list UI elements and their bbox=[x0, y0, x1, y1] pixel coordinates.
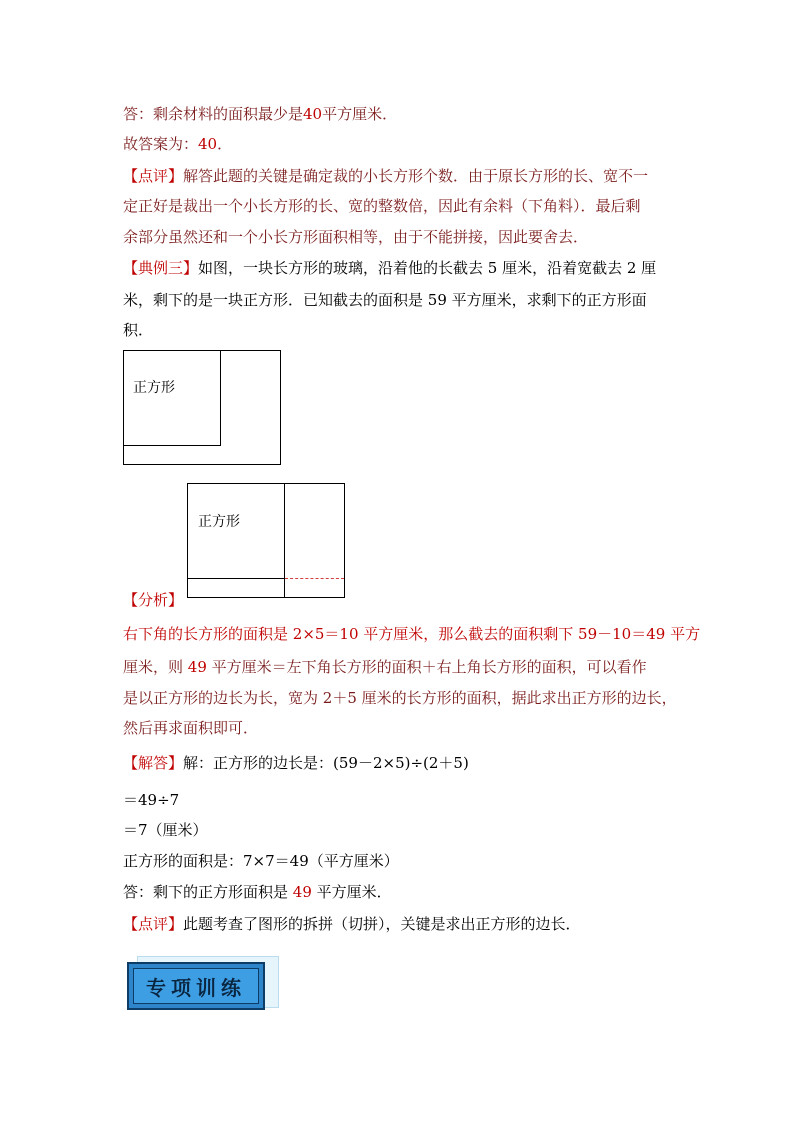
example-bracket: 【典例三】 bbox=[123, 259, 199, 277]
solution-answer-value: 49 bbox=[292, 883, 312, 901]
analysis-heading: 【分析】 bbox=[123, 591, 184, 609]
solution-answer bbox=[123, 882, 392, 902]
solution-answer-a: 答：剩下的正方形面积是 bbox=[123, 883, 293, 901]
summary-text: 故答案为： bbox=[123, 135, 199, 153]
solution-answer-c: 平方厘米． bbox=[311, 883, 392, 901]
comment-bracket: 【点评】 bbox=[123, 167, 184, 185]
comment-text: 解答此题的关键是确定裁的小长方形个数．由于原长方形的长、宽不一 bbox=[183, 167, 649, 185]
comment-line-1 bbox=[123, 166, 648, 186]
final-comment-bracket: 【点评】 bbox=[123, 915, 184, 933]
figure-1-rectangle bbox=[123, 350, 281, 465]
figure-1-square bbox=[123, 350, 221, 446]
analysis-line-2-a: 厘米，则 bbox=[123, 658, 188, 676]
solution-text: 解：正方形的边长是：(59－2×5)÷(2＋5) bbox=[183, 754, 469, 772]
figure-2-square-label: 正方形 bbox=[198, 514, 240, 530]
solution-line-1 bbox=[123, 753, 469, 773]
figure-2-horizontal-cut bbox=[187, 578, 285, 579]
analysis-line-2-c: 平方厘米＝左下角长方形的面积＋右上角长方形的面积，可以看作 bbox=[206, 658, 647, 676]
analysis-line-2 bbox=[123, 657, 647, 677]
section-banner bbox=[127, 956, 277, 1016]
example-text: 如图，一块长方形的玻璃，沿着他的长截去 5 厘米，沿着宽截去 2 厘 bbox=[198, 259, 657, 277]
figure-1-square-label: 正方形 bbox=[133, 380, 175, 396]
answer-line-1 bbox=[123, 104, 397, 124]
figure-2-vertical-cut bbox=[284, 483, 285, 598]
analysis-line-3: 是以正方形的边长为长，宽为 2＋5 厘米的长方形的面积，据此求出正方形的边长， bbox=[123, 689, 677, 707]
solution-line-3: ＝7（厘米） bbox=[123, 821, 208, 839]
summary-value: 40 bbox=[198, 135, 218, 153]
comment-line-2: 定正好是裁出一个小长方形的长、宽的整数倍，因此有余料（下角料）．最后剩 bbox=[123, 197, 641, 215]
analysis-line-2-value: 49 bbox=[187, 658, 207, 676]
solution-line-4: 正方形的面积是：7×7＝49（平方厘米） bbox=[123, 852, 399, 870]
analysis-line-4: 然后再求面积即可． bbox=[123, 719, 259, 737]
solution-line-2: ＝49÷7 bbox=[123, 791, 180, 809]
example-line-1 bbox=[123, 258, 656, 278]
comment-line-3: 余部分虽然还和一个小长方形面积相等，由于不能拼接，因此要舍去． bbox=[123, 228, 589, 246]
example-line-2: 米，剩下的是一块正方形．已知截去的面积是 59 平方厘米，求剩下的正方形面 bbox=[123, 291, 647, 309]
figure-2-rectangle bbox=[187, 483, 345, 598]
banner-front bbox=[127, 962, 265, 1010]
final-comment-text: 此题考查了图形的拆拼（切拼），关键是求出正方形的边长． bbox=[183, 915, 581, 933]
final-comment bbox=[123, 914, 581, 934]
answer-unit: 平方厘米． bbox=[322, 105, 398, 123]
answer-summary-line bbox=[123, 134, 232, 154]
example-line-3: 积． bbox=[123, 321, 154, 339]
analysis-line-1: 右下角的长方形的面积是 2×5＝10 平方厘米，那么截去的面积剩下 59－10＝49 平方 bbox=[123, 625, 701, 643]
figure-2-dashed-line bbox=[285, 578, 344, 579]
answer-text: 答：剩余材料的面积最少是 bbox=[123, 105, 304, 123]
banner-title: 专项训练 bbox=[133, 968, 259, 1004]
summary-end: ． bbox=[217, 135, 233, 153]
solution-bracket: 【解答】 bbox=[123, 754, 184, 772]
answer-value: 40 bbox=[303, 105, 323, 123]
